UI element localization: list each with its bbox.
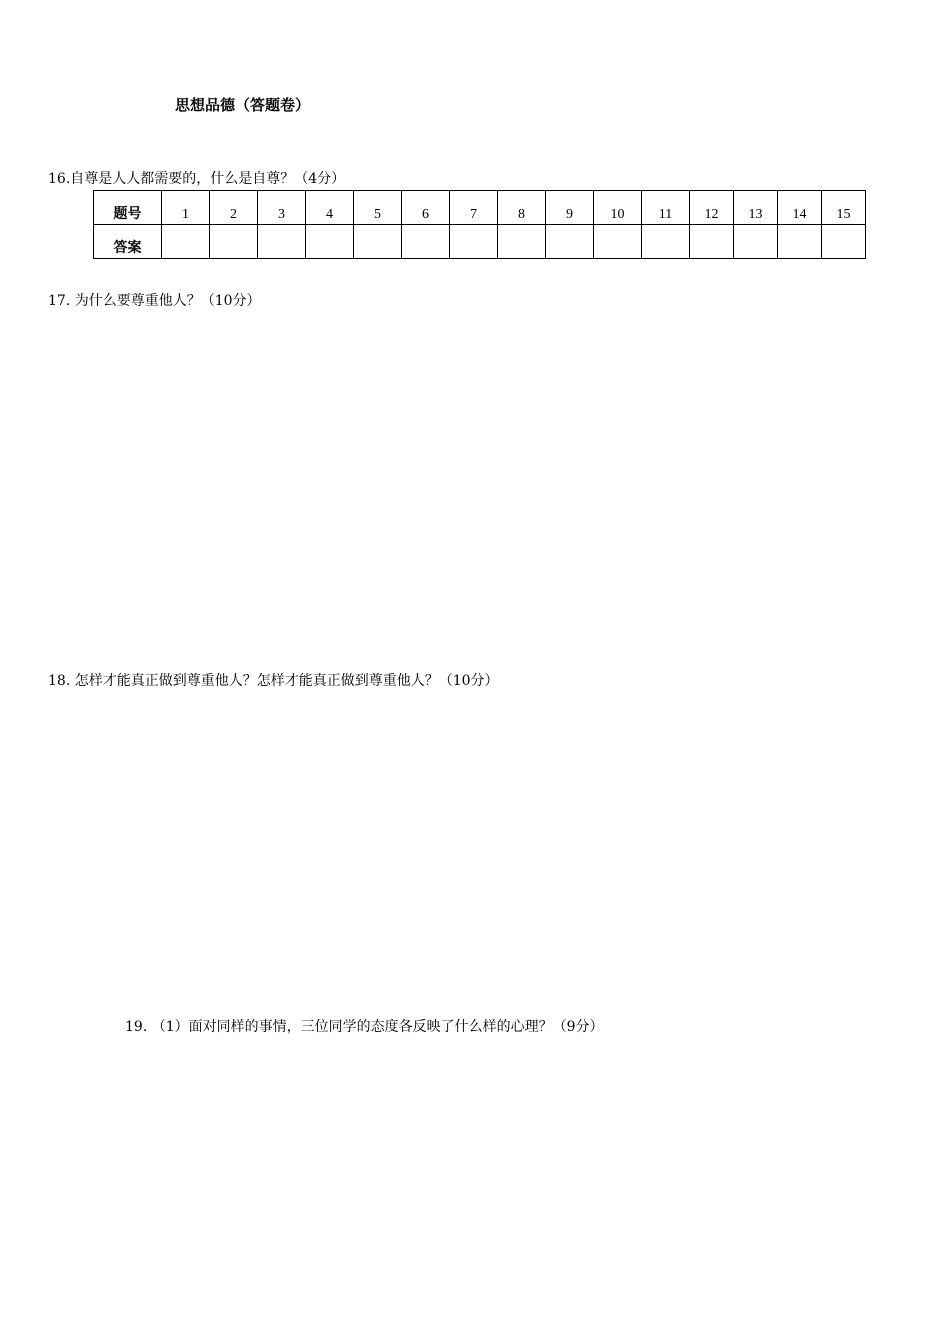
answer-cell[interactable] <box>162 225 210 259</box>
answer-table <box>93 190 866 259</box>
question-number-cell: 1 <box>162 191 210 225</box>
answer-cell[interactable] <box>690 225 734 259</box>
question-number-cell: 6 <box>402 191 450 225</box>
question-number-cell: 4 <box>306 191 354 225</box>
answer-cell[interactable] <box>306 225 354 259</box>
row-label-number: 题号 <box>94 191 162 225</box>
row-label-answer: 答案 <box>94 225 162 259</box>
answer-cell[interactable] <box>258 225 306 259</box>
answer-cell[interactable] <box>594 225 642 259</box>
answer-cell[interactable] <box>450 225 498 259</box>
answer-cell[interactable] <box>822 225 866 259</box>
question-18: 18. 怎样才能真正做到尊重他人？怎样才能真正做到尊重他人？（10分） <box>48 673 499 689</box>
question-number-cell: 7 <box>450 191 498 225</box>
answer-cell[interactable] <box>778 225 822 259</box>
question-number-cell: 8 <box>498 191 546 225</box>
question-number-cell: 5 <box>354 191 402 225</box>
answer-cell[interactable] <box>354 225 402 259</box>
answer-cell[interactable] <box>210 225 258 259</box>
answer-cell[interactable] <box>546 225 594 259</box>
answer-cell[interactable] <box>642 225 690 259</box>
question-number-cell: 15 <box>822 191 866 225</box>
answer-cell[interactable] <box>498 225 546 259</box>
question-number-cell: 13 <box>734 191 778 225</box>
question-number-cell: 14 <box>778 191 822 225</box>
question-16: 16.自尊是人人都需要的，什么是自尊？（4分） <box>48 171 346 187</box>
question-number-cell: 12 <box>690 191 734 225</box>
table-row-numbers <box>94 191 866 225</box>
question-19: 19. （1）面对同样的事情，三位同学的态度各反映了什么样的心理？（9分） <box>125 1019 604 1035</box>
table-row-answers <box>94 225 866 259</box>
question-number-cell: 10 <box>594 191 642 225</box>
question-number-cell: 11 <box>642 191 690 225</box>
question-number-cell: 3 <box>258 191 306 225</box>
answer-cell[interactable] <box>402 225 450 259</box>
page-title: 思想品德（答题卷） <box>175 96 311 114</box>
question-number-cell: 2 <box>210 191 258 225</box>
question-number-cell: 9 <box>546 191 594 225</box>
answer-cell[interactable] <box>734 225 778 259</box>
question-17: 17. 为什么要尊重他人？（10分） <box>48 293 261 309</box>
